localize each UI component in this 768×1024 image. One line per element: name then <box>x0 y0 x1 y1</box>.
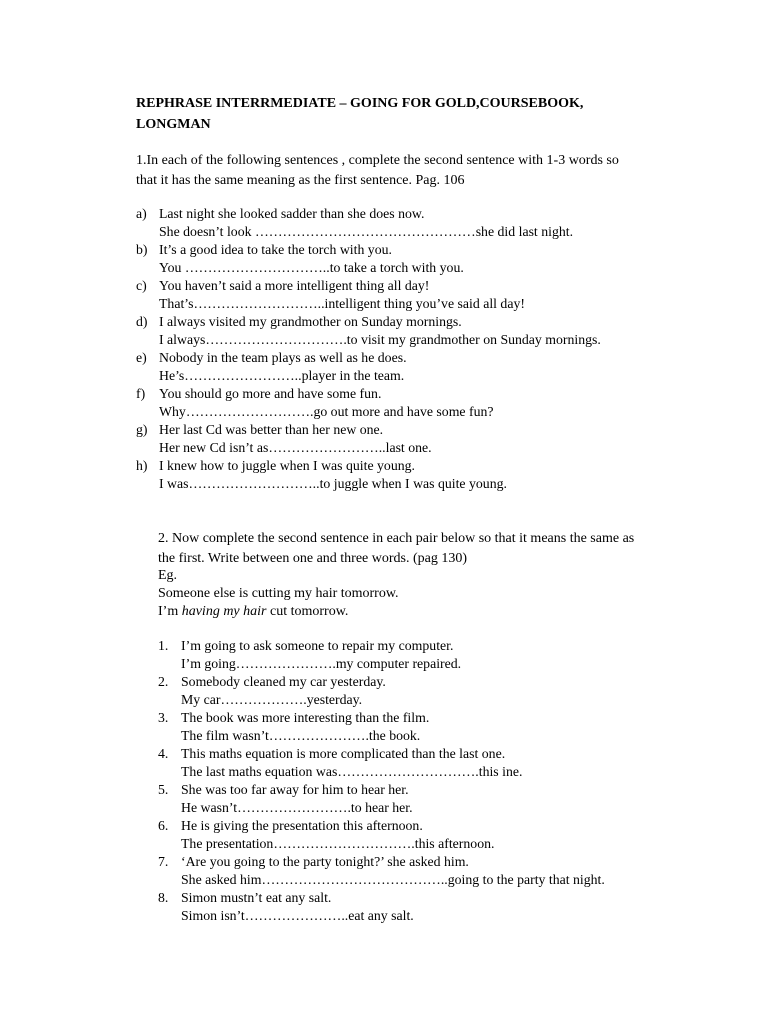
first-sentence: Last night she looked sadder than she does now. <box>159 206 425 221</box>
first-sentence: She was too far away for him to hear her. <box>181 782 409 797</box>
section1-instruction <box>136 151 656 191</box>
item-marker: c) <box>136 278 147 293</box>
item-marker: g) <box>136 422 148 437</box>
first-sentence: This maths equation is more complicated than the last one. <box>181 746 506 761</box>
second-sentence: My car……………….yesterday. <box>181 692 363 707</box>
section2-instruction <box>158 529 673 569</box>
item-marker: 2. <box>158 674 169 689</box>
second-sentence: Her new Cd isn’t as……………………..last one. <box>159 440 432 455</box>
first-sentence: Her last Cd was better than her new one. <box>159 422 384 437</box>
document-title <box>136 93 696 135</box>
exercise-item <box>158 709 605 745</box>
section1-exercise-list <box>136 205 601 493</box>
instruction-line: 2. Now complete the second sentence in each pair below so that it means the same as <box>158 531 635 546</box>
title-line: REPHRASE INTERRMEDIATE – GOING FOR GOLD,COURSEBOOK, <box>136 96 584 111</box>
second-sentence: He’s……………………..player in the team. <box>159 368 405 383</box>
second-sentence: The film wasn’t………………….the book. <box>181 728 421 743</box>
exercise-item <box>136 457 601 493</box>
section2-exercise-list <box>158 637 605 925</box>
exercise-item <box>158 817 605 853</box>
exercise-item <box>136 313 601 349</box>
item-marker: f) <box>136 386 146 401</box>
first-sentence: He is giving the presentation this afternoon. <box>181 818 423 833</box>
instruction-line: the first. Write between one and three words. (pag 130) <box>158 551 468 566</box>
item-marker: 4. <box>158 746 169 761</box>
exercise-item <box>136 241 601 277</box>
exercise-item <box>158 781 605 817</box>
item-marker: 8. <box>158 890 169 905</box>
second-sentence: The last maths equation was………………………….this ine. <box>181 764 523 779</box>
instruction-line: that it has the same meaning as the first sentence. Pag. 106 <box>136 173 465 188</box>
example-answer-prefix: I’m <box>158 604 182 619</box>
first-sentence: Simon mustn’t eat any salt. <box>181 890 332 905</box>
second-sentence: Why……………………….go out more and have some fun? <box>159 404 494 419</box>
first-sentence: It’s a good idea to take the torch with you. <box>159 242 392 257</box>
second-sentence: She doesn’t look …………………………………………she did last night. <box>159 224 574 239</box>
first-sentence: Somebody cleaned my car yesterday. <box>181 674 386 689</box>
instruction-line: 1.In each of the following sentences , complete the second sentence with 1-3 words so <box>136 153 619 168</box>
item-marker: h) <box>136 458 148 473</box>
item-marker: 7. <box>158 854 169 869</box>
second-sentence: I was………………………..to juggle when I was quite young. <box>159 476 507 491</box>
item-marker: 3. <box>158 710 169 725</box>
exercise-item <box>136 421 601 457</box>
example-block <box>158 567 399 621</box>
first-sentence: You should go more and have some fun. <box>159 386 382 401</box>
exercise-item <box>158 673 605 709</box>
example-answer-suffix: cut tomorrow. <box>266 604 349 619</box>
item-marker: e) <box>136 350 147 365</box>
exercise-item <box>158 889 605 925</box>
example-label: Eg. <box>158 568 178 583</box>
exercise-item <box>136 349 601 385</box>
second-sentence: He wasn’t…………………….to hear her. <box>181 800 413 815</box>
exercise-item <box>136 205 601 241</box>
example-answer <box>158 603 399 621</box>
exercise-item <box>136 277 601 313</box>
first-sentence: I always visited my grandmother on Sunday mornings. <box>159 314 462 329</box>
exercise-item <box>158 853 605 889</box>
second-sentence: That’s………………………..intelligent thing you’ve said all day! <box>159 296 525 311</box>
exercise-item <box>158 637 605 673</box>
first-sentence: Nobody in the team plays as well as he does. <box>159 350 407 365</box>
first-sentence: The book was more interesting than the film. <box>181 710 430 725</box>
item-marker: 1. <box>158 638 169 653</box>
item-marker: 5. <box>158 782 169 797</box>
second-sentence: I’m going………………….my computer repaired. <box>181 656 462 671</box>
item-marker: 6. <box>158 818 169 833</box>
item-marker: d) <box>136 314 148 329</box>
second-sentence: Simon isn’t…………………..eat any salt. <box>181 908 414 923</box>
first-sentence: I’m going to ask someone to repair my computer. <box>181 638 454 653</box>
second-sentence: She asked him…………………………………..going to the party that night. <box>181 872 605 887</box>
title-line: LONGMAN <box>136 117 211 132</box>
example-answer-italic: having my hair <box>181 604 267 619</box>
first-sentence: ‘Are you going to the party tonight?’ she asked him. <box>181 854 469 869</box>
first-sentence: I knew how to juggle when I was quite young. <box>159 458 415 473</box>
first-sentence: You haven’t said a more intelligent thing all day! <box>159 278 430 293</box>
second-sentence: I always………………………….to visit my grandmother on Sunday mornings. <box>159 332 601 347</box>
item-marker: b) <box>136 242 148 257</box>
second-sentence: You …………………………..to take a torch with you. <box>159 260 464 275</box>
example-sentence: Someone else is cutting my hair tomorrow. <box>158 586 399 601</box>
item-marker: a) <box>136 206 147 221</box>
second-sentence: The presentation………………………….this afternoon. <box>181 836 495 851</box>
exercise-item <box>136 385 601 421</box>
exercise-item <box>158 745 605 781</box>
